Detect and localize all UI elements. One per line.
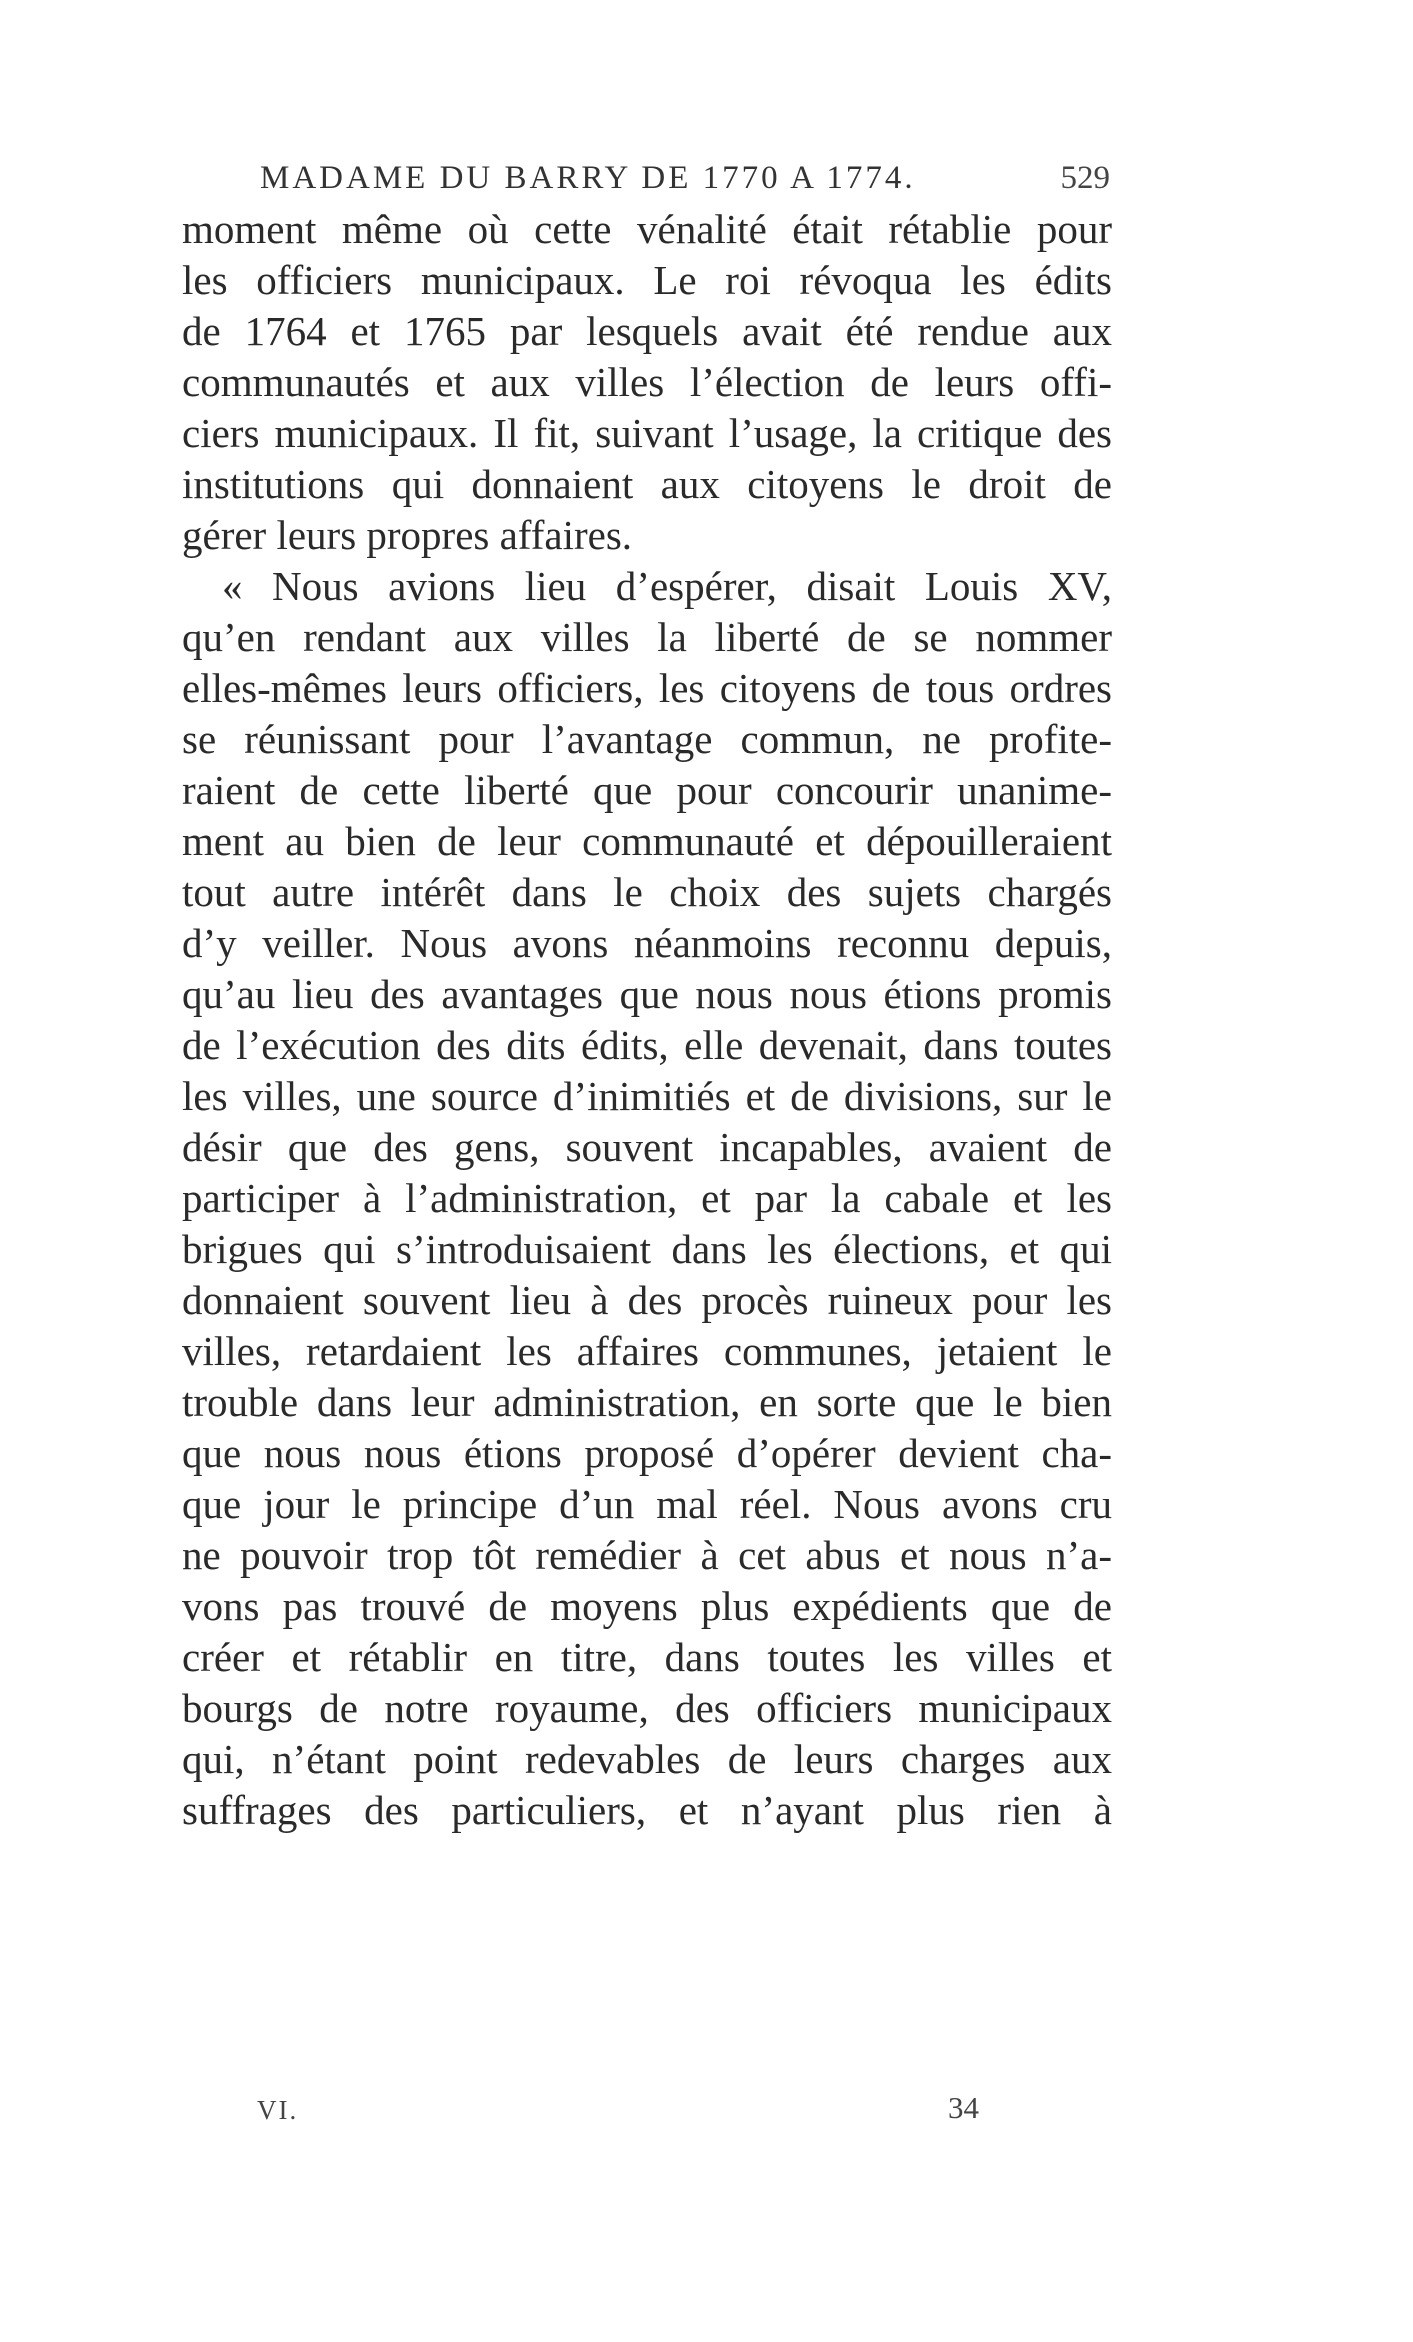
text-line: de l’exécution des dits édits, elle devenait, dans toutes (182, 1022, 1112, 1068)
text-line: de 1764 et 1765 par lesquels avait été rendue aux (182, 308, 1112, 354)
text-line: « Nous avions lieu d’espérer, disait Louis XV, (222, 563, 1112, 609)
text-line: raient de cette liberté que pour concourir unanime- (182, 767, 1112, 813)
text-line: participer à l’administration, et par la cabale et les (182, 1175, 1112, 1221)
text-line: les officiers municipaux. Le roi révoqua les édits (182, 257, 1112, 303)
text-line: qui, n’étant point redevables de leurs charges aux (182, 1736, 1112, 1782)
text-line: communautés et aux villes l’élection de leurs offi- (182, 359, 1112, 405)
text-line: elles-mêmes leurs officiers, les citoyens de tous ordres (182, 665, 1112, 711)
text-line: les villes, une source d’inimitiés et de divisions, sur le (182, 1073, 1112, 1119)
text-line: qu’en rendant aux villes la liberté de se nommer (182, 614, 1112, 660)
text-line: d’y veiller. Nous avons néanmoins reconnu depuis, (182, 920, 1112, 966)
text-line: se réunissant pour l’avantage commun, ne profite- (182, 716, 1112, 762)
signature-mark: 34 (948, 2090, 979, 2125)
text-line: ciers municipaux. Il fit, suivant l’usage, la critique des (182, 410, 1112, 456)
text-line: institutions qui donnaient aux citoyens le droit de (182, 461, 1112, 507)
text-line: moment même où cette vénalité était rétablie pour (182, 206, 1112, 252)
text-line: villes, retardaient les affaires communes, jetaient le (182, 1328, 1112, 1374)
text-line: vons pas trouvé de moyens plus expédients que de (182, 1583, 1112, 1629)
text-line: trouble dans leur administration, en sorte que le bien (182, 1379, 1112, 1425)
running-title: MADAME DU BARRY DE 1770 A 1774. (260, 160, 916, 196)
text-line: suffrages des particuliers, et n’ayant plus rien à (182, 1787, 1112, 1833)
text-line: que nous nous étions proposé d’opérer devient cha- (182, 1430, 1112, 1476)
text-line: bourgs de notre royaume, des officiers municipaux (182, 1685, 1112, 1731)
text-line: donnaient souvent lieu à des procès ruineux pour les (182, 1277, 1112, 1323)
text-line: qu’au lieu des avantages que nous nous étions promis (182, 971, 1112, 1017)
text-line: gérer leurs propres affaires. (182, 512, 633, 558)
running-head (260, 160, 1110, 204)
text-line: brigues qui s’introduisaient dans les élections, et qui (182, 1226, 1112, 1272)
volume-mark: VI. (257, 2095, 299, 2125)
text-line: ne pouvoir trop tôt remédier à cet abus et nous n’a- (182, 1532, 1112, 1578)
page-number: 529 (1060, 160, 1110, 196)
text-line: tout autre intérêt dans le choix des sujets chargés (182, 869, 1112, 915)
text-line: ment au bien de leur communauté et dépouilleraient (182, 818, 1112, 864)
text-line: désir que des gens, souvent incapables, avaient de (182, 1124, 1112, 1170)
text-line: créer et rétablir en titre, dans toutes les villes et (182, 1634, 1112, 1680)
text-line: que jour le principe d’un mal réel. Nous avons cru (182, 1481, 1112, 1527)
